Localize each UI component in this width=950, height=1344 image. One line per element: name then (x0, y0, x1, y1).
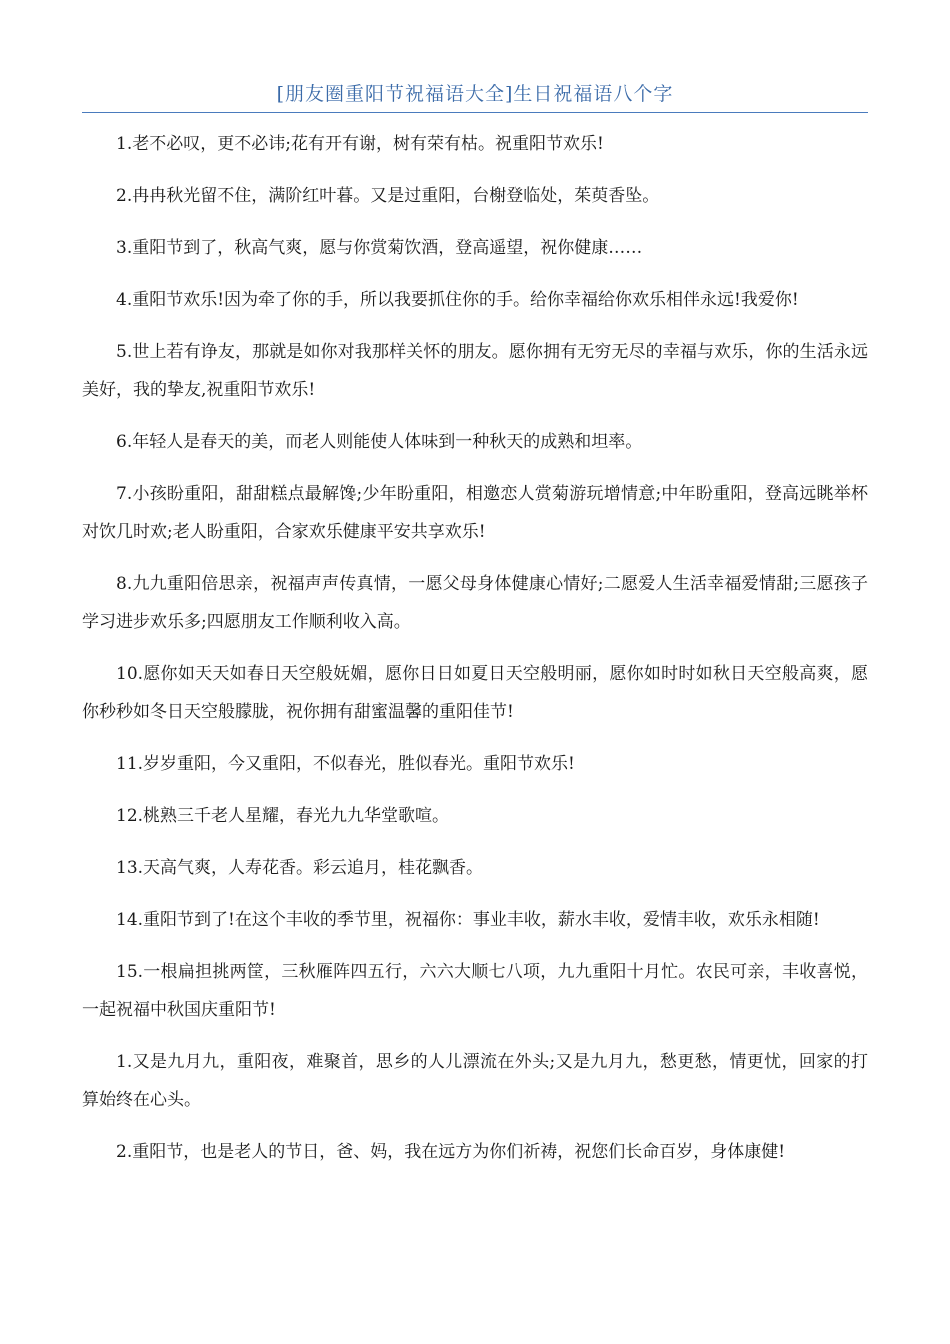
paragraph-11: 11.岁岁重阳，今又重阳，不似春光，胜似春光。重阳节欢乐! (116, 754, 575, 774)
paragraph-10: 10.愿你如天天如春日天空般妩媚，愿你日日如夏日天空般明丽，愿你如时时如秋日天空般高爽，愿你秒秒如冬日天空般朦胧，祝你拥有甜蜜温馨的重阳佳节! (82, 664, 868, 722)
document-header-title: [朋友圈重阳节祝福语大全]生日祝福语八个字 (82, 80, 868, 113)
paragraph-15: 15.一根扁担挑两筐，三秋雁阵四五行，六六大顺七八项，九九重阳十月忙。农民可亲，丰收喜悦，一起祝福中秋国庆重阳节! (82, 962, 868, 1020)
paragraph-second-2: 2.重阳节，也是老人的节日，爸、妈，我在远方为你们祈祷，祝您们长命百岁，身体康健! (116, 1142, 786, 1162)
paragraph-second-1: 1.又是九月九，重阳夜，难聚首，思乡的人儿漂流在外头;又是九月九，愁更愁，情更忧，回家的打算始终在心头。 (82, 1052, 868, 1110)
paragraph-2: 2.冉冉秋光留不住，满阶红叶暮。又是过重阳，台榭登临处，茱萸香坠。 (116, 186, 660, 206)
document-page (82, 80, 868, 1185)
paragraph-5: 5.世上若有诤友，那就是如你对我那样关怀的朋友。愿你拥有无穷无尽的幸福与欢乐，你的生活永远美好，我的挚友,祝重阳节欢乐! (82, 342, 868, 400)
paragraph-14: 14.重阳节到了!在这个丰收的季节里，祝福你：事业丰收，薪水丰收，爱情丰收，欢乐永相随! (116, 910, 820, 930)
paragraph-12: 12.桃熟三千老人星耀，春光九九华堂歌喧。 (116, 806, 450, 826)
paragraph-8: 8.九九重阳倍思亲，祝福声声传真情，一愿父母身体健康心情好;二愿爱人生活幸福爱情甜;三愿孩子学习进步欢乐多;四愿朋友工作顺利收入高。 (82, 574, 868, 632)
paragraph-1: 1.老不必叹，更不必讳;花有开有谢，树有荣有枯。祝重阳节欢乐! (116, 134, 604, 154)
document-body (82, 125, 868, 1171)
paragraph-6: 6.年轻人是春天的美，而老人则能使人体味到一种秋天的成熟和坦率。 (116, 432, 643, 452)
paragraph-13: 13.天高气爽，人寿花香。彩云追月，桂花飘香。 (116, 858, 484, 878)
paragraph-3: 3.重阳节到了，秋高气爽，愿与你赏菊饮酒，登高遥望，祝你健康…… (116, 238, 643, 258)
paragraph-7: 7.小孩盼重阳，甜甜糕点最解馋;少年盼重阳，相邀恋人赏菊游玩增情意;中年盼重阳，登高远眺举杯对饮几时欢;老人盼重阳，合家欢乐健康平安共享欢乐! (82, 484, 868, 542)
paragraph-4: 4.重阳节欢乐!因为牵了你的手，所以我要抓住你的手。给你幸福给你欢乐相伴永远!我爱你! (116, 290, 799, 310)
